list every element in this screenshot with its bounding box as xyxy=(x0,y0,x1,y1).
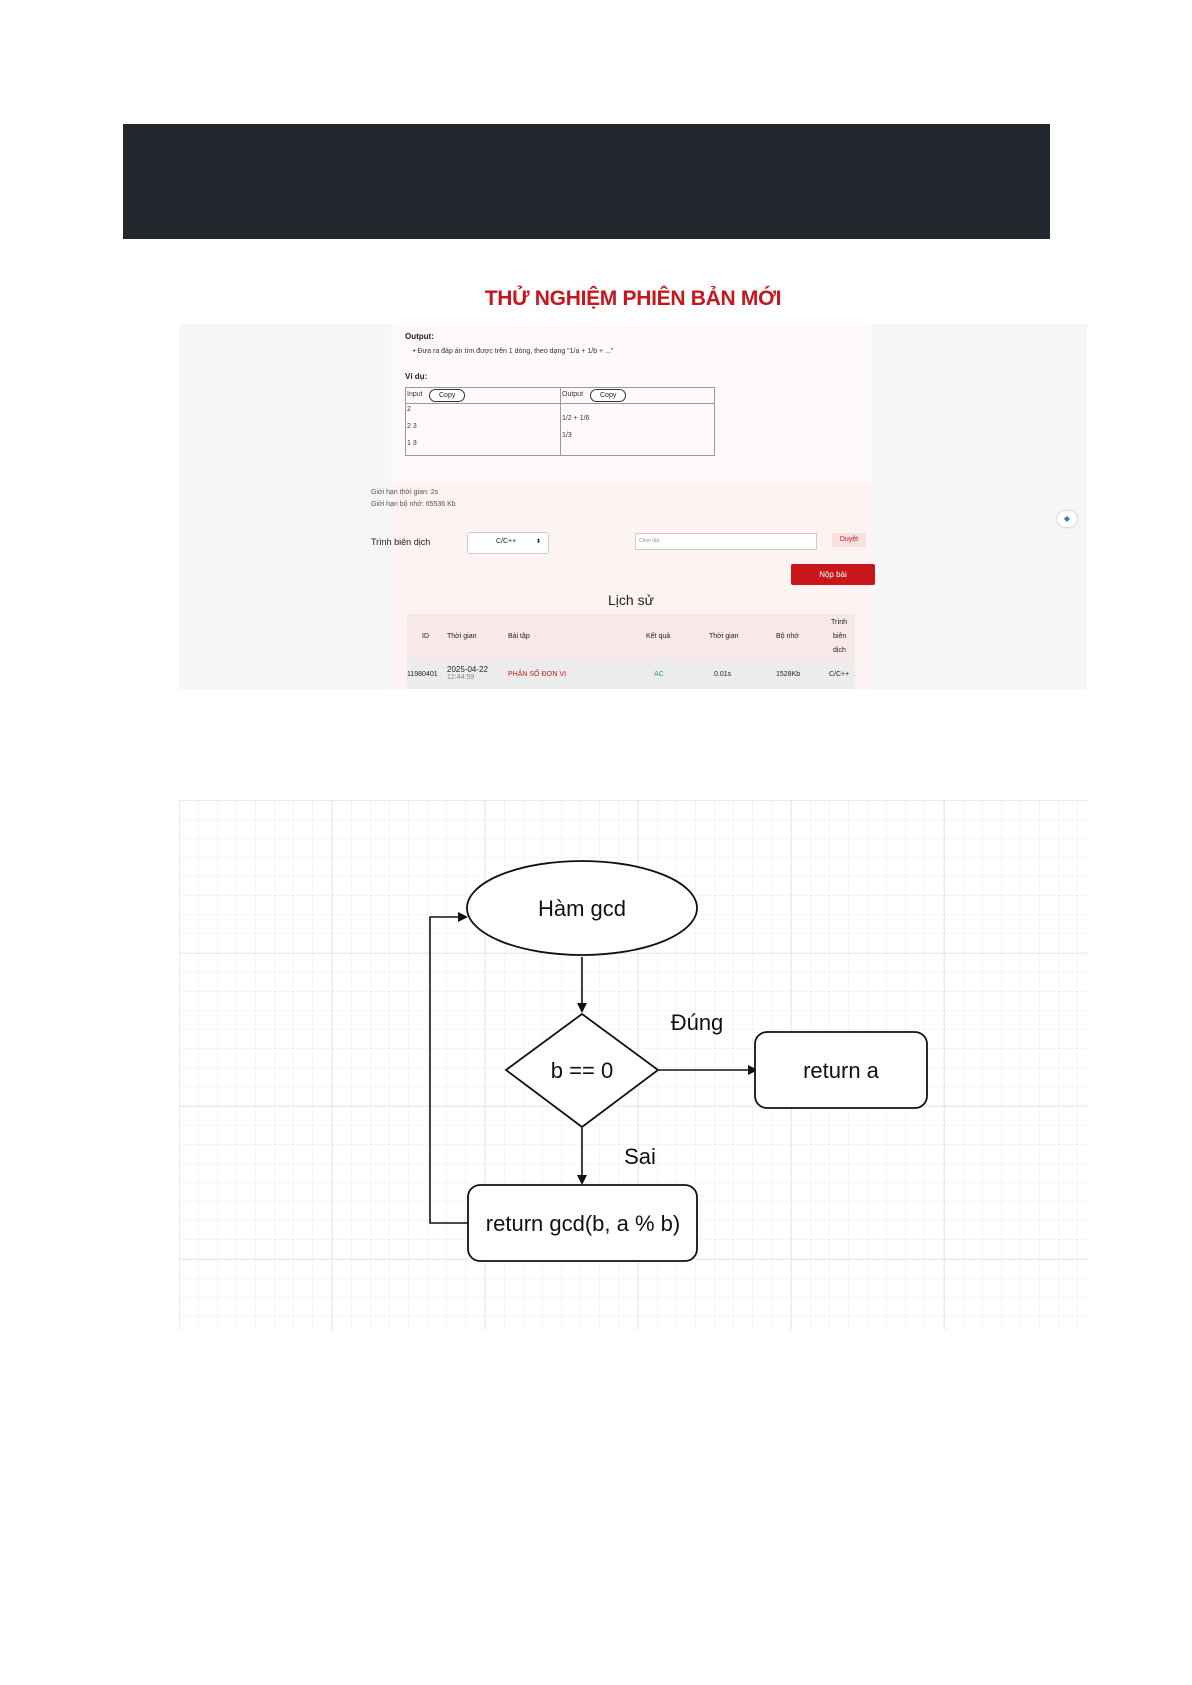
history-title: Lịch sử xyxy=(608,592,654,608)
output-bullet-text: Đưa ra đáp án tìm được trên 1 dòng, theo dạng "1/a + 1/b + ..." xyxy=(417,348,614,355)
true-branch-label: Đúng xyxy=(670,1010,724,1035)
row-problem-link[interactable]: PHÂN SỐ ĐƠN VỊ xyxy=(508,671,567,678)
row-compiler: C/C++ xyxy=(829,671,850,678)
floating-widget-icon[interactable]: ◆ xyxy=(1057,511,1077,527)
col-memory: Bộ nhớ xyxy=(776,633,799,640)
input-line: 2 3 xyxy=(407,423,417,430)
example-heading: Ví dụ: xyxy=(405,372,428,381)
input-line: 2 xyxy=(407,406,411,413)
row-id: 11980401 xyxy=(407,671,438,678)
col-problem: Bài tập xyxy=(508,633,530,640)
output-label: Output xyxy=(562,391,584,398)
decision-label: b == 0 xyxy=(550,1058,614,1083)
dark-banner xyxy=(123,124,1050,239)
output-bullet xyxy=(413,348,613,355)
col-id: ID xyxy=(422,633,429,640)
problem-statement xyxy=(391,324,871,482)
col-compiler-3: dịch xyxy=(833,647,846,654)
left-gutter xyxy=(179,324,391,689)
judge-screenshot xyxy=(179,270,1087,689)
file-placeholder: Chọn tệp xyxy=(639,538,660,544)
col-result: Kết quả xyxy=(646,633,671,640)
compiler-select[interactable] xyxy=(467,532,549,554)
select-arrows-icon: ⬍ xyxy=(536,539,542,545)
col-compiler-1: Trình xyxy=(831,619,848,626)
row-time: 12:44:59 xyxy=(447,674,475,681)
output-line: 1/3 xyxy=(562,432,572,439)
compiler-label: Trình biên dịch xyxy=(371,537,431,547)
row-memory: 1528Kb xyxy=(776,671,801,678)
flowchart-svg xyxy=(179,800,1087,1330)
col-runtime: Thời gian xyxy=(709,633,739,640)
row-runtime: 0.01s xyxy=(714,671,732,678)
flowchart xyxy=(179,800,1087,1330)
output-line: 1/2 + 1/6 xyxy=(562,415,590,422)
time-limit: Giới hạn thời gian: 2s xyxy=(371,489,439,496)
row-result: AC xyxy=(654,671,664,678)
start-label: Hàm gcd xyxy=(537,896,627,921)
true-action-label: return a xyxy=(803,1058,879,1083)
false-branch-label: Sai xyxy=(624,1144,656,1169)
right-gutter xyxy=(871,324,1087,689)
browse-button[interactable]: Duyệt xyxy=(832,533,866,547)
file-input[interactable] xyxy=(635,533,817,550)
page-title: THỬ NGHIỆM PHIÊN BẢN MỚI xyxy=(484,287,782,310)
copy-input-button[interactable]: Copy xyxy=(429,389,465,402)
input-line: 1 3 xyxy=(407,440,417,447)
table-divider xyxy=(560,388,561,455)
bullet-dot: • xyxy=(413,348,416,355)
submit-button[interactable]: Nộp bài xyxy=(791,564,875,585)
compiler-value: C/C++ xyxy=(496,538,517,545)
row-date: 2025-04-22 xyxy=(447,665,488,674)
false-action-label: return gcd(b, a % b) xyxy=(485,1211,681,1236)
example-table xyxy=(405,387,715,456)
table-row[interactable] xyxy=(407,659,855,689)
history-table-header xyxy=(407,614,855,659)
col-time: Thời gian xyxy=(447,633,477,640)
copy-output-button[interactable]: Copy xyxy=(590,389,626,402)
col-compiler-2: biên xyxy=(833,633,847,640)
problem-content xyxy=(371,324,871,689)
input-label: Input xyxy=(407,391,423,398)
memory-limit: Giới hạn bộ nhớ: 65536 Kb xyxy=(371,501,456,508)
output-heading: Output: xyxy=(405,332,434,341)
